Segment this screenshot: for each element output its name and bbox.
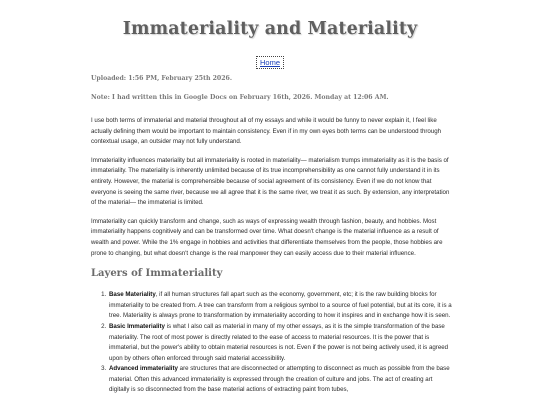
body-paragraph: Immateriality can quickly transform and change, such as ways of expressing wealth through fashion, beauty, and hobbies. Most immateriality happens cognitively and can be transformed over time. What doesn't change is the material influence as a result of wealth and power. While the 1% engage in hobbies and activities that differentiate themselves from the people, those hobbies are prone to changing, but what doesn't change is the real manpower they can easily access due to their material influence. [91,217,443,257]
layer-term: Base Materiality [109,291,156,299]
page-title: Immateriality and Materiality [122,19,418,39]
layer-description: , if all human structures fall apart such as the economy, government, etc; it is the raw building blocks for immateriality to be created from. A tree can transform from a religious symbol to a source of fuel potential, but at its core, it is a tree. Materiality is always prone to transformation by immateriality according to how it inspires and in exchange how it is seen. [109,291,452,320]
layer-description: is what I also call as material in many of my other essays, as it is the simple transformation of the base materiality. The root of most power is directly related to the ease of access to material resources. It is the power that is immaterial, but the power's ability to obtain material resources is not. Even if the power is not being actively used, it is agreed upon by others often enforced through said material accessibility. [109,322,449,362]
list-item [108,364,453,396]
layer-term: Advanced immateriality [109,365,178,373]
body-paragraph: Immateriality influences materiality but all immateriality is rooted in materiality— materialism trumps immateriality as it is the basis of immateriality. The materiality is inherently unlimited because of its true incomprehensibility as one cannot fully understand it in its entirety. However, the material is comprehensible because of social agreement of its consistency. Even if we do not know that everyone is seeing the same river, because we all agree that it is the same river, we treat it as such. By extension, any interpretation of the material— the immaterial is limited. [91,156,450,207]
writing-note: Note: I had written this in Google Docs on February 16th, 2026. Monday at 12:06 AM. [91,94,389,101]
layer-term: Basic Immateriality [109,322,165,330]
home-link[interactable]: Home [256,56,284,69]
layer-description: are structures that are disconnected or attempting to disconnect as much as possible from the base material. Often this advanced immateriality is expressed through the creation of culture and jobs. The act of creating art digitally is so disconnected from the base material actions of extracting paint from tubes, [109,365,450,394]
article-body [91,116,453,396]
list-item [108,290,453,322]
layers-list [91,290,453,396]
list-item [108,322,453,364]
section-heading: Layers of Immateriality [91,268,223,280]
upload-timestamp: Uploaded: 1:56 PM, February 25th 2026. [91,75,232,82]
body-paragraph: I use both terms of immaterial and material throughout all of my essays and while it would be funny to never explain it, I feel like actually defining them would be important to maintain consistency. Even if in my own eyes both terms can be understood through contextual usage, an outsider may not fully understand. [91,117,442,146]
home-link-container [0,52,540,70]
